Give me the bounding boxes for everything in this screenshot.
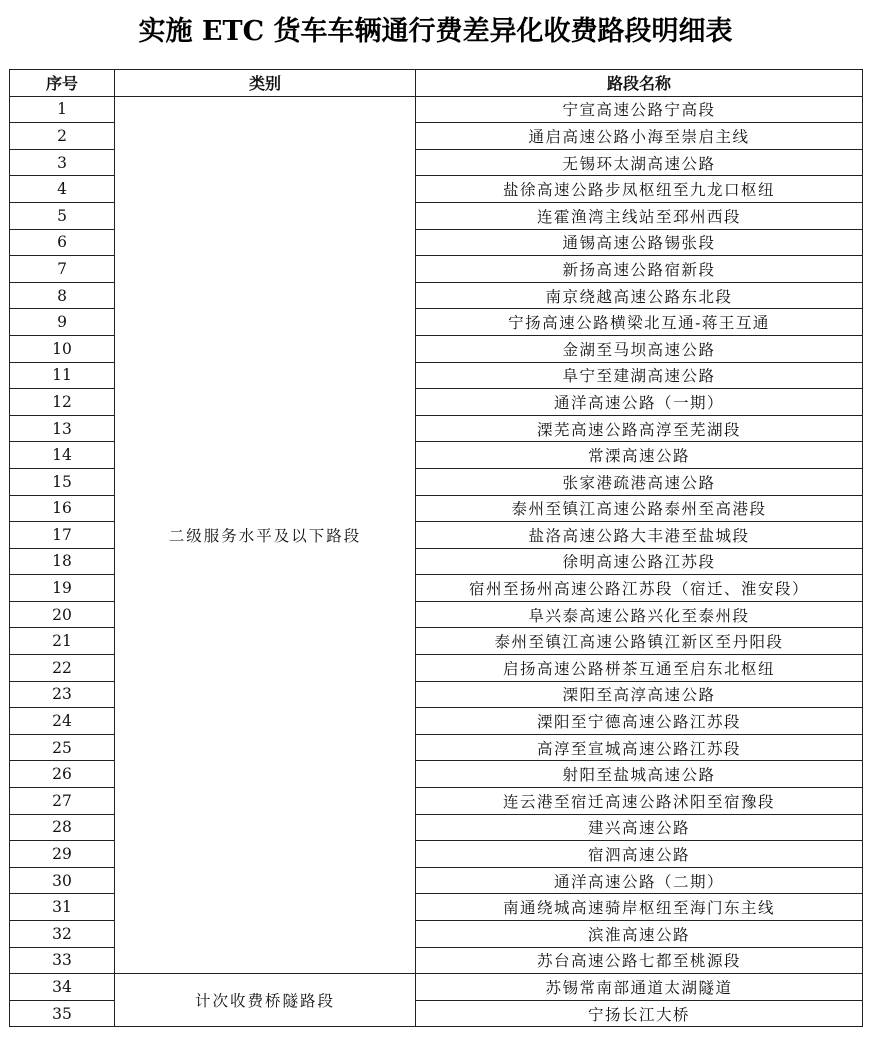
row-number: 4 — [10, 176, 115, 203]
row-number: 30 — [10, 867, 115, 894]
road-name: 宁宣高速公路宁高段 — [416, 96, 863, 123]
road-name: 苏锡常南部通道太湖隧道 — [416, 974, 863, 1001]
header-no: 序号 — [10, 70, 115, 97]
road-name: 溧阳至宁德高速公路江苏段 — [416, 708, 863, 735]
row-number: 34 — [10, 974, 115, 1001]
road-name: 盐徐高速公路步凤枢纽至九龙口枢纽 — [416, 176, 863, 203]
row-number: 21 — [10, 628, 115, 655]
road-name: 通洋高速公路（一期） — [416, 389, 863, 416]
road-name: 通锡高速公路锡张段 — [416, 229, 863, 256]
road-name: 阜兴泰高速公路兴化至泰州段 — [416, 601, 863, 628]
table-header-row — [10, 70, 863, 97]
road-name: 无锡环太湖高速公路 — [416, 149, 863, 176]
row-number: 2 — [10, 123, 115, 150]
road-name: 常溧高速公路 — [416, 442, 863, 469]
road-name: 连霍渔湾主线站至邳州西段 — [416, 202, 863, 229]
road-name: 启扬高速公路栟茶互通至启东北枢纽 — [416, 655, 863, 682]
row-number: 10 — [10, 335, 115, 362]
row-number: 6 — [10, 229, 115, 256]
road-name: 通洋高速公路（二期） — [416, 867, 863, 894]
category-cell: 二级服务水平及以下路段 — [115, 96, 416, 974]
row-number: 24 — [10, 708, 115, 735]
road-name: 高淳至宣城高速公路江苏段 — [416, 734, 863, 761]
row-number: 19 — [10, 575, 115, 602]
row-number: 20 — [10, 601, 115, 628]
road-name: 南京绕越高速公路东北段 — [416, 282, 863, 309]
row-number: 7 — [10, 256, 115, 283]
row-number: 3 — [10, 149, 115, 176]
road-name: 苏台高速公路七都至桃源段 — [416, 947, 863, 974]
road-name: 宁扬长江大桥 — [416, 1000, 863, 1027]
row-number: 22 — [10, 655, 115, 682]
road-name: 徐明高速公路江苏段 — [416, 548, 863, 575]
road-name: 金湖至马坝高速公路 — [416, 335, 863, 362]
road-name: 溧芜高速公路高淳至芜湖段 — [416, 415, 863, 442]
row-number: 35 — [10, 1000, 115, 1027]
road-name: 新扬高速公路宿新段 — [416, 256, 863, 283]
road-name: 溧阳至高淳高速公路 — [416, 681, 863, 708]
row-number: 13 — [10, 415, 115, 442]
row-number: 27 — [10, 788, 115, 815]
road-name: 滨淮高速公路 — [416, 921, 863, 948]
row-number: 32 — [10, 921, 115, 948]
row-number: 31 — [10, 894, 115, 921]
road-name: 通启高速公路小海至崇启主线 — [416, 123, 863, 150]
row-number: 28 — [10, 814, 115, 841]
row-number: 8 — [10, 282, 115, 309]
road-name: 泰州至镇江高速公路泰州至高港段 — [416, 495, 863, 522]
road-name: 宁扬高速公路横梁北互通-蒋王互通 — [416, 309, 863, 336]
road-name: 射阳至盐城高速公路 — [416, 761, 863, 788]
row-number: 29 — [10, 841, 115, 868]
page-title: 实施 ETC 货车车辆通行费差异化收费路段明细表 — [138, 16, 733, 47]
row-number: 12 — [10, 389, 115, 416]
road-name: 张家港疏港高速公路 — [416, 468, 863, 495]
row-number: 23 — [10, 681, 115, 708]
row-number: 33 — [10, 947, 115, 974]
row-number: 5 — [10, 202, 115, 229]
table-row — [10, 974, 863, 1001]
row-number: 17 — [10, 522, 115, 549]
row-number: 1 — [10, 96, 115, 123]
row-number: 14 — [10, 442, 115, 469]
toll-road-table — [9, 69, 863, 1027]
road-name: 泰州至镇江高速公路镇江新区至丹阳段 — [416, 628, 863, 655]
category-cell: 计次收费桥隧路段 — [115, 974, 416, 1027]
road-name: 建兴高速公路 — [416, 814, 863, 841]
header-road-name: 路段名称 — [416, 70, 863, 97]
road-name: 南通绕城高速骑岸枢纽至海门东主线 — [416, 894, 863, 921]
row-number: 15 — [10, 468, 115, 495]
header-category: 类别 — [115, 70, 416, 97]
road-name: 阜宁至建湖高速公路 — [416, 362, 863, 389]
road-name: 连云港至宿迁高速公路沭阳至宿豫段 — [416, 788, 863, 815]
row-number: 11 — [10, 362, 115, 389]
row-number: 16 — [10, 495, 115, 522]
row-number: 18 — [10, 548, 115, 575]
road-name: 宿州至扬州高速公路江苏段（宿迁、淮安段） — [416, 575, 863, 602]
row-number: 25 — [10, 734, 115, 761]
road-name: 宿泗高速公路 — [416, 841, 863, 868]
table-row — [10, 96, 863, 123]
road-name: 盐洛高速公路大丰港至盐城段 — [416, 522, 863, 549]
row-number: 9 — [10, 309, 115, 336]
row-number: 26 — [10, 761, 115, 788]
